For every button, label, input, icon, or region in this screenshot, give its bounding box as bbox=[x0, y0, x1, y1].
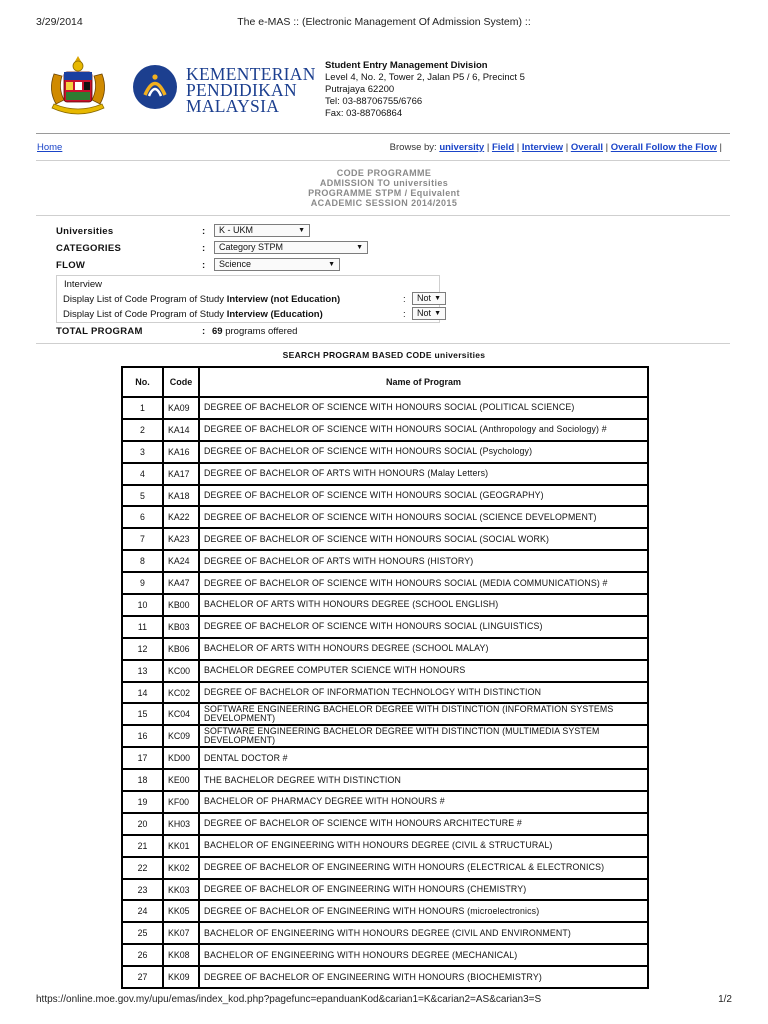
nav-separator: | bbox=[605, 142, 609, 153]
colon: : bbox=[403, 294, 406, 305]
row-number: 11 bbox=[122, 616, 163, 638]
row-program-name: BACHELOR OF ARTS WITH HONOURS DEGREE (SCHOOL MALAY) bbox=[199, 638, 648, 660]
program-table-body bbox=[122, 397, 648, 988]
total-program-row bbox=[56, 326, 456, 338]
row-code: KB00 bbox=[163, 594, 199, 616]
dropdown-arrow-icon: ▼ bbox=[356, 244, 363, 251]
row-code: KC00 bbox=[163, 660, 199, 682]
header-name: Name of Program bbox=[199, 367, 648, 397]
table-row bbox=[122, 769, 648, 791]
row-code: KA24 bbox=[163, 550, 199, 572]
browse-overall-link[interactable]: Overall bbox=[570, 142, 604, 153]
row-code: KA18 bbox=[163, 485, 199, 507]
table-row bbox=[122, 791, 648, 813]
row-program-name: DEGREE OF BACHELOR OF ENGINEERING WITH HONOURS (BIOCHEMISTRY) bbox=[199, 966, 648, 988]
row-number: 16 bbox=[122, 725, 163, 747]
session-line-1: CODE PROGRAMME bbox=[336, 168, 432, 178]
interview-not-education-select[interactable] bbox=[412, 292, 446, 305]
row-program-name: DEGREE OF BACHELOR OF ENGINEERING WITH HONOURS (microelectronics) bbox=[199, 900, 648, 922]
table-row bbox=[122, 419, 648, 441]
moe-wordmark bbox=[186, 66, 316, 114]
table-row bbox=[122, 966, 648, 988]
row-number: 8 bbox=[122, 550, 163, 572]
row-number: 14 bbox=[122, 682, 163, 704]
interview-not-education-row bbox=[63, 294, 340, 307]
row-code: KE00 bbox=[163, 769, 199, 791]
division-tel: Tel: 03-88706755/6766 bbox=[325, 96, 423, 107]
row-prefix: Display List of Code Program of Study bbox=[63, 309, 225, 320]
universities-select[interactable] bbox=[214, 224, 310, 237]
interview-education-selected: Not bbox=[417, 308, 432, 318]
table-row bbox=[122, 397, 648, 419]
interview-education-select[interactable] bbox=[412, 307, 446, 320]
row-program-name: DEGREE OF BACHELOR OF SCIENCE WITH HONOURS SOCIAL (SOCIAL WORK) bbox=[199, 528, 648, 550]
row-program-name: DEGREE OF BACHELOR OF ARTS WITH HONOURS (Malay Letters) bbox=[199, 463, 648, 485]
table-row bbox=[122, 550, 648, 572]
print-page-number: 1/2 bbox=[718, 994, 732, 1005]
row-program-name: THE BACHELOR DEGREE WITH DISTINCTION bbox=[199, 769, 648, 791]
row-code: KC04 bbox=[163, 703, 199, 725]
table-row bbox=[122, 922, 648, 944]
row-code: KA23 bbox=[163, 528, 199, 550]
table-row bbox=[122, 857, 648, 879]
table-row bbox=[122, 441, 648, 463]
row-number: 18 bbox=[122, 769, 163, 791]
row-code: KB06 bbox=[163, 638, 199, 660]
browse-university-link[interactable]: university bbox=[439, 142, 485, 153]
program-table bbox=[121, 366, 649, 989]
row-code: KK05 bbox=[163, 900, 199, 922]
row-number: 20 bbox=[122, 813, 163, 835]
row-program-name: DEGREE OF BACHELOR OF SCIENCE WITH HONOURS SOCIAL (Anthropology and Sociology) # bbox=[199, 419, 648, 441]
table-row bbox=[122, 485, 648, 507]
row-emphasis: Interview (not Education) bbox=[226, 294, 341, 305]
table-row bbox=[122, 616, 648, 638]
coat-of-arms-icon bbox=[42, 54, 114, 120]
row-program-name: BACHELOR OF PHARMACY DEGREE WITH HONOURS # bbox=[199, 791, 648, 813]
row-number: 21 bbox=[122, 835, 163, 857]
dropdown-arrow-icon: ▼ bbox=[434, 295, 441, 302]
table-row bbox=[122, 879, 648, 901]
row-code: KB03 bbox=[163, 616, 199, 638]
row-code: KC09 bbox=[163, 725, 199, 747]
search-title: SEARCH PROGRAM BASED CODE universities bbox=[282, 350, 486, 360]
row-program-name: DEGREE OF BACHELOR OF SCIENCE WITH HONOURS SOCIAL (POLITICAL SCIENCE) bbox=[199, 397, 648, 419]
flow-label: FLOW bbox=[56, 260, 86, 271]
colon: : bbox=[202, 226, 206, 237]
row-program-name: BACHELOR OF ENGINEERING WITH HONOURS DEGREE (CIVIL & STRUCTURAL) bbox=[199, 835, 648, 857]
table-row bbox=[122, 594, 648, 616]
row-program-name: BACHELOR OF ARTS WITH HONOURS DEGREE (SCHOOL ENGLISH) bbox=[199, 594, 648, 616]
table-row bbox=[122, 506, 648, 528]
total-program-count: 69 bbox=[212, 326, 223, 337]
row-number: 27 bbox=[122, 966, 163, 988]
flow-select[interactable] bbox=[214, 258, 340, 271]
row-program-name: DEGREE OF BACHELOR OF SCIENCE WITH HONOURS SOCIAL (MEDIA COMMUNICATIONS) # bbox=[199, 572, 648, 594]
header-code: Code bbox=[163, 367, 199, 397]
session-line-4: ACADEMIC SESSION 2014/2015 bbox=[310, 198, 458, 208]
wordmark-line-2: PENDIDIKAN bbox=[186, 80, 297, 100]
browse-label: Browse by: bbox=[389, 142, 437, 153]
print-url: https://online.moe.gov.my/upu/emas/index_kod.php?pagefunc=epanduanKod&carian1=K&carian2=AS&carian3=S bbox=[36, 994, 542, 1005]
row-code: KK03 bbox=[163, 879, 199, 901]
nav-divider bbox=[36, 160, 730, 161]
row-program-name: DEGREE OF BACHELOR OF ARTS WITH HONOURS (HISTORY) bbox=[199, 550, 648, 572]
row-number: 6 bbox=[122, 506, 163, 528]
division-fax: Fax: 03-88706864 bbox=[325, 108, 403, 119]
site-banner bbox=[40, 52, 730, 124]
row-number: 24 bbox=[122, 900, 163, 922]
universities-label: Universities bbox=[56, 226, 114, 237]
row-number: 2 bbox=[122, 419, 163, 441]
nav-separator: | bbox=[565, 142, 569, 153]
table-row bbox=[122, 660, 648, 682]
table-header-row bbox=[122, 367, 648, 397]
table-row bbox=[122, 572, 648, 594]
nav-bar bbox=[37, 142, 722, 154]
row-program-name: SOFTWARE ENGINEERING BACHELOR DEGREE WITH DISTINCTION (MULTIMEDIA SYSTEM DEVELOPMENT) bbox=[199, 725, 648, 747]
colon: : bbox=[202, 260, 206, 271]
browse-overall-flow-link[interactable]: Overall Follow the Flow bbox=[610, 142, 717, 153]
wordmark-line-1: KEMENTERIAN bbox=[186, 64, 316, 84]
row-program-name: BACHELOR DEGREE COMPUTER SCIENCE WITH HONOURS bbox=[199, 660, 648, 682]
row-number: 9 bbox=[122, 572, 163, 594]
division-address-1: Level 4, No. 2, Tower 2, Jalan P5 / 6, Precinct 5 bbox=[325, 72, 525, 83]
table-row bbox=[122, 944, 648, 966]
row-code: KK08 bbox=[163, 944, 199, 966]
nav-separator: | bbox=[516, 142, 520, 153]
nav-separator: | bbox=[719, 142, 722, 153]
interview-not-education-selected: Not bbox=[417, 293, 432, 303]
row-code: KK02 bbox=[163, 857, 199, 879]
total-program-value bbox=[212, 326, 297, 337]
print-footer bbox=[36, 994, 732, 1008]
categories-select[interactable] bbox=[214, 241, 368, 254]
table-row bbox=[122, 747, 648, 769]
dropdown-arrow-icon: ▼ bbox=[434, 310, 441, 317]
wordmark-line-3: MALAYSIA bbox=[186, 96, 280, 116]
row-code: KD00 bbox=[163, 747, 199, 769]
row-program-name: DEGREE OF BACHELOR OF ENGINEERING WITH HONOURS (CHEMISTRY) bbox=[199, 879, 648, 901]
row-program-name: DEGREE OF BACHELOR OF SCIENCE WITH HONOURS ARCHITECTURE # bbox=[199, 813, 648, 835]
row-program-name: DEGREE OF BACHELOR OF SCIENCE WITH HONOURS SOCIAL (Psychology) bbox=[199, 441, 648, 463]
table-row bbox=[122, 528, 648, 550]
print-header bbox=[36, 16, 732, 30]
table-row bbox=[122, 813, 648, 835]
header-divider bbox=[36, 133, 730, 134]
table-row bbox=[122, 682, 648, 704]
browse-field-link[interactable]: Field bbox=[491, 142, 515, 153]
browse-interview-link[interactable]: Interview bbox=[521, 142, 564, 153]
universities-selected: K - UKM bbox=[219, 225, 254, 235]
row-number: 12 bbox=[122, 638, 163, 660]
print-page-title: The e-MAS :: (Electronic Management Of Admission System) :: bbox=[237, 16, 531, 28]
session-divider bbox=[36, 215, 730, 216]
table-row bbox=[122, 703, 648, 725]
row-number: 19 bbox=[122, 791, 163, 813]
row-program-name: DEGREE OF BACHELOR OF SCIENCE WITH HONOURS SOCIAL (LINGUISTICS) bbox=[199, 616, 648, 638]
table-row bbox=[122, 725, 648, 747]
session-line-2: ADMISSION TO universities bbox=[319, 178, 449, 188]
division-contact bbox=[325, 60, 525, 120]
row-code: KK07 bbox=[163, 922, 199, 944]
moe-logo-icon bbox=[132, 64, 178, 110]
table-row bbox=[122, 638, 648, 660]
row-code: KA16 bbox=[163, 441, 199, 463]
colon: : bbox=[403, 309, 406, 320]
row-number: 4 bbox=[122, 463, 163, 485]
row-code: KA14 bbox=[163, 419, 199, 441]
row-number: 10 bbox=[122, 594, 163, 616]
nav-separator: | bbox=[486, 142, 490, 153]
interview-box-title: Interview bbox=[64, 279, 103, 290]
dropdown-arrow-icon: ▼ bbox=[298, 227, 305, 234]
colon: : bbox=[202, 326, 206, 337]
table-row bbox=[122, 835, 648, 857]
row-number: 7 bbox=[122, 528, 163, 550]
row-program-name: DEGREE OF BACHELOR OF SCIENCE WITH HONOURS SOCIAL (GEOGRAPHY) bbox=[199, 485, 648, 507]
form-divider bbox=[36, 343, 730, 344]
row-number: 5 bbox=[122, 485, 163, 507]
session-heading bbox=[0, 168, 768, 208]
total-program-label: TOTAL PROGRAM bbox=[56, 326, 143, 337]
interview-options-box bbox=[56, 275, 440, 323]
print-date: 3/29/2014 bbox=[36, 16, 83, 28]
row-program-name: DEGREE OF BACHELOR OF SCIENCE WITH HONOURS SOCIAL (SCIENCE DEVELOPMENT) bbox=[199, 506, 648, 528]
row-number: 26 bbox=[122, 944, 163, 966]
colon: : bbox=[202, 243, 206, 254]
browse-by bbox=[390, 142, 722, 153]
row-code: KA09 bbox=[163, 397, 199, 419]
row-code: KA47 bbox=[163, 572, 199, 594]
row-program-name: BACHELOR OF ENGINEERING WITH HONOURS DEGREE (MECHANICAL) bbox=[199, 944, 648, 966]
table-row bbox=[122, 463, 648, 485]
row-number: 3 bbox=[122, 441, 163, 463]
row-number: 13 bbox=[122, 660, 163, 682]
division-address-2: Putrajaya 62200 bbox=[325, 84, 395, 95]
session-line-3: PROGRAMME STPM / Equivalent bbox=[308, 188, 460, 198]
row-number: 17 bbox=[122, 747, 163, 769]
row-program-name: DENTAL DOCTOR # bbox=[199, 747, 648, 769]
row-prefix: Display List of Code Program of Study bbox=[63, 294, 225, 305]
row-code: KA22 bbox=[163, 506, 199, 528]
row-program-name: DEGREE OF BACHELOR OF INFORMATION TECHNOLOGY WITH DISTINCTION bbox=[199, 682, 648, 704]
dropdown-arrow-icon: ▼ bbox=[328, 261, 335, 268]
row-code: KK09 bbox=[163, 966, 199, 988]
row-code: KA17 bbox=[163, 463, 199, 485]
row-number: 1 bbox=[122, 397, 163, 419]
header-no: No. bbox=[122, 367, 163, 397]
flow-selected: Science bbox=[219, 259, 252, 269]
row-program-name: BACHELOR OF ENGINEERING WITH HONOURS DEGREE (CIVIL AND ENVIRONMENT) bbox=[199, 922, 648, 944]
row-code: KH03 bbox=[163, 813, 199, 835]
row-code: KF00 bbox=[163, 791, 199, 813]
total-program-suffix: programs offered bbox=[225, 326, 298, 337]
categories-selected: Category STPM bbox=[219, 242, 284, 252]
interview-education-row bbox=[63, 309, 323, 322]
row-number: 25 bbox=[122, 922, 163, 944]
row-number: 22 bbox=[122, 857, 163, 879]
division-name: Student Entry Management Division bbox=[325, 60, 488, 71]
row-number: 15 bbox=[122, 703, 163, 725]
row-number: 23 bbox=[122, 879, 163, 901]
row-program-name: DEGREE OF BACHELOR OF ENGINEERING WITH HONOURS (ELECTRICAL & ELECTRONICS) bbox=[199, 857, 648, 879]
categories-label: CATEGORIES bbox=[56, 243, 122, 254]
table-row bbox=[122, 900, 648, 922]
row-program-name: SOFTWARE ENGINEERING BACHELOR DEGREE WITH DISTINCTION (INFORMATION SYSTEMS DEVELOPMENT) bbox=[199, 703, 648, 725]
row-code: KK01 bbox=[163, 835, 199, 857]
home-link[interactable]: Home bbox=[37, 142, 63, 153]
row-code: KC02 bbox=[163, 682, 199, 704]
row-emphasis: Interview (Education) bbox=[226, 309, 323, 320]
